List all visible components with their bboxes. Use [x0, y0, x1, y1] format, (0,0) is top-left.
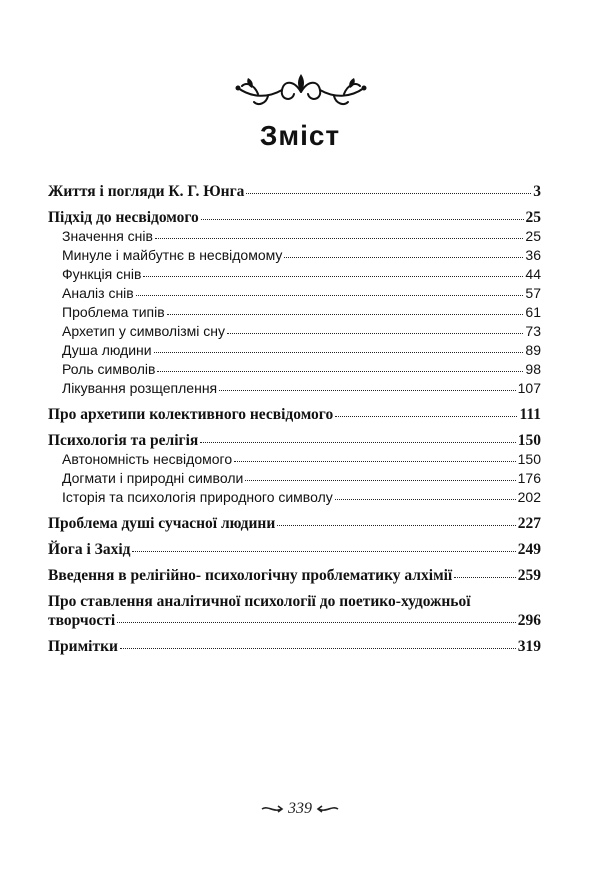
- toc-entry-main-title: Про архетипи колективного несвідомого: [48, 406, 334, 423]
- toc-entry-sub-page: 73: [525, 323, 541, 339]
- toc-section: [48, 209, 541, 399]
- dot-leader: [284, 257, 523, 258]
- toc-entry-sub[interactable]: [48, 342, 541, 361]
- toc-entry-main[interactable]: [48, 432, 541, 451]
- toc-entry-sub[interactable]: [48, 361, 541, 380]
- dot-leader: [120, 648, 516, 649]
- toc-entry-main-continued-page: 296: [517, 612, 541, 629]
- toc-entry-main[interactable]: [48, 183, 541, 202]
- toc-entry-sub[interactable]: [48, 489, 541, 508]
- page-number: 339: [288, 800, 312, 817]
- toc-section: [48, 515, 541, 534]
- toc-entry-main[interactable]: [48, 567, 541, 586]
- toc-entry-sub-title: Функція снів: [62, 266, 142, 282]
- toc-entry-sub-title: Роль символів: [62, 361, 156, 377]
- toc-entry-sub-page: 57: [525, 285, 541, 301]
- toc-section: [48, 183, 541, 202]
- toc-entry-sub[interactable]: [48, 380, 541, 399]
- dot-leader: [454, 577, 516, 578]
- toc-entry-main-page: 319: [517, 638, 541, 655]
- page-footer: [0, 800, 600, 818]
- toc-entry-main-page: 25: [525, 209, 541, 226]
- dot-leader: [219, 390, 515, 391]
- toc-entry-sub[interactable]: [48, 266, 541, 285]
- toc-section: [48, 432, 541, 508]
- toc-section: [48, 567, 541, 586]
- toc-entry-main-title: Проблема душі сучасної людини: [48, 515, 276, 532]
- toc-entry-sub-page: 61: [525, 304, 541, 320]
- toc-entry-sub[interactable]: [48, 304, 541, 323]
- toc-entry-sub-title: Архетип у символізмі сну: [62, 323, 225, 339]
- toc-entry-sub-page: 150: [517, 451, 541, 467]
- page-title: Зміст: [259, 120, 341, 151]
- dot-leader: [234, 461, 516, 462]
- dot-leader: [155, 238, 523, 239]
- toc-entry-sub-page: 36: [525, 247, 541, 263]
- toc-entry-main-page: 259: [517, 567, 541, 584]
- dot-leader: [132, 551, 515, 552]
- toc-entry-sub-page: 98: [525, 361, 541, 377]
- toc-entry-main[interactable]: [48, 209, 541, 228]
- toc-entry-sub[interactable]: [48, 285, 541, 304]
- dot-leader: [245, 480, 515, 481]
- dot-leader: [167, 314, 524, 315]
- toc-entry-sub-page: 107: [517, 380, 541, 396]
- toc-entry-main[interactable]: [48, 406, 541, 425]
- dot-leader: [154, 352, 524, 353]
- toc-entry-sub-page: 176: [517, 470, 541, 486]
- table-of-contents: [48, 183, 541, 664]
- dot-leader: [335, 416, 517, 417]
- toc-entry-sub-title: Догмати і природні символи: [62, 470, 244, 486]
- toc-entry-sub-title: Душа людини: [62, 342, 152, 358]
- toc-entry-sub[interactable]: [48, 470, 541, 489]
- toc-entry-main-title: Життя і погляди К. Г. Юнга: [48, 183, 245, 200]
- toc-entry-main[interactable]: [48, 541, 541, 560]
- toc-entry-main-title: Про ставлення аналітичної психології до поетико-художньої: [48, 593, 471, 610]
- dot-leader: [136, 295, 524, 296]
- toc-entry-main-title: Підхід до несвідомого: [48, 209, 199, 226]
- toc-entry-main-page: 111: [519, 406, 541, 423]
- dot-leader: [277, 525, 516, 526]
- toc-entry-sub-page: 89: [525, 342, 541, 358]
- toc-entry-main[interactable]: [48, 515, 541, 534]
- dot-leader: [117, 622, 516, 623]
- dot-leader: [335, 499, 516, 500]
- dot-leader: [157, 371, 523, 372]
- toc-entry-sub-title: Проблема типів: [62, 304, 165, 320]
- toc-entry-main-continued[interactable]: [48, 612, 541, 631]
- toc-entry-main-page: 150: [517, 432, 541, 449]
- toc-entry-main-title: Йога і Захід: [48, 541, 131, 558]
- toc-entry-sub-title: Значення снів: [62, 228, 153, 244]
- toc-entry-sub-title: Аналіз снів: [62, 285, 134, 301]
- toc-entry-main-page: 249: [517, 541, 541, 558]
- dot-leader: [143, 276, 523, 277]
- toc-entry-main-title: Психологія та релігія: [48, 432, 199, 449]
- toc-entry-sub-title: Історія та психологія природного символу: [62, 489, 333, 505]
- toc-section: [48, 593, 541, 631]
- decorative-ornament: [228, 70, 374, 110]
- toc-entry-sub-title: Минуле і майбутнє в несвідомому: [62, 247, 283, 263]
- toc-entry-sub-title: Лікування розщеплення: [62, 380, 218, 396]
- dot-leader: [227, 333, 523, 334]
- toc-entry-main[interactable]: [48, 638, 541, 657]
- toc-entry-main-title: Примітки: [48, 638, 118, 655]
- left-flourish-icon: [260, 804, 284, 814]
- toc-entry-main-page: 227: [517, 515, 541, 532]
- dot-leader: [201, 219, 524, 220]
- toc-entry-sub[interactable]: [48, 451, 541, 470]
- toc-entry-sub-title: Автономність несвідомого: [62, 451, 233, 467]
- toc-entry-main-title: Введення в релігійно- психологічну проблематику алхімії: [48, 567, 453, 584]
- right-flourish-icon: [316, 804, 340, 814]
- toc-section: [48, 406, 541, 425]
- toc-entry-sub-page: 25: [525, 228, 541, 244]
- toc-entry-sub-page: 44: [525, 266, 541, 282]
- dot-leader: [246, 193, 531, 194]
- toc-section: [48, 541, 541, 560]
- toc-entry-sub[interactable]: [48, 247, 541, 266]
- toc-entry-main-continued-title: творчості: [48, 612, 116, 629]
- toc-entry-main[interactable]: [48, 593, 541, 612]
- toc-entry-sub[interactable]: [48, 228, 541, 247]
- toc-entry-sub[interactable]: [48, 323, 541, 342]
- toc-section: [48, 638, 541, 657]
- toc-entry-sub-page: 202: [517, 489, 541, 505]
- toc-entry-main-page: 3: [533, 183, 541, 200]
- dot-leader: [200, 442, 515, 443]
